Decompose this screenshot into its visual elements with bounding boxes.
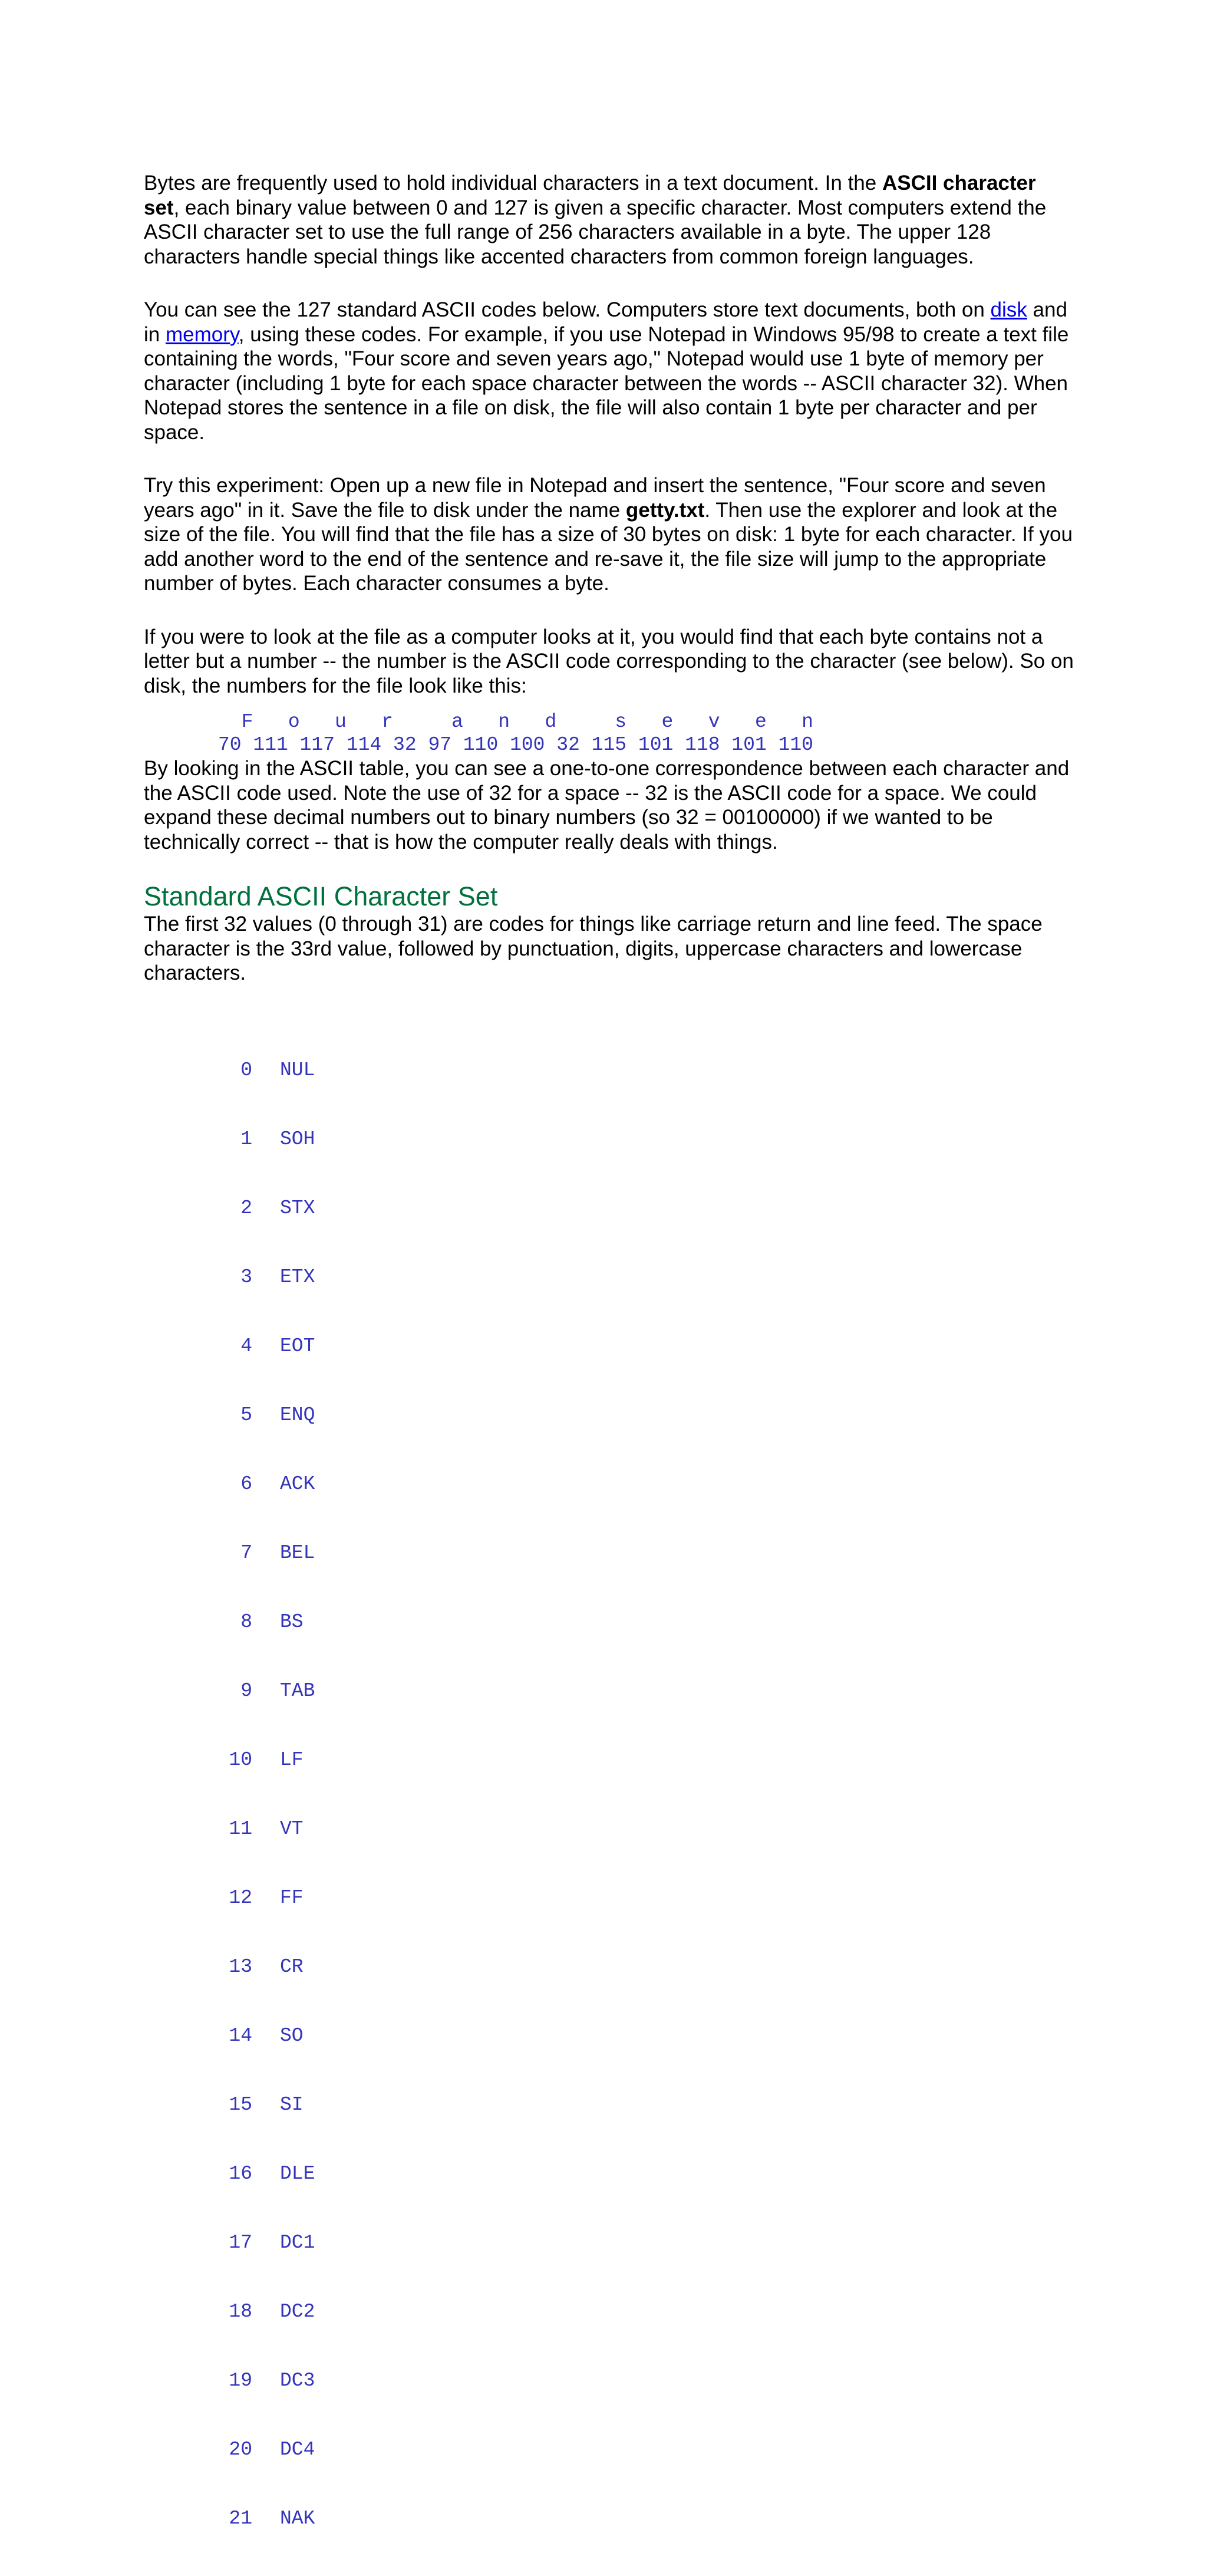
- ascii-code: 3: [240, 1266, 252, 1288]
- ascii-code: 18: [229, 2300, 252, 2323]
- ascii-row: [144, 2438, 1075, 2461]
- ascii-name: NAK: [280, 2507, 315, 2529]
- ascii-name: ETX: [280, 1266, 315, 1288]
- ascii-code: 20: [229, 2438, 252, 2460]
- ascii-code: 1: [240, 1128, 252, 1150]
- ascii-name: NUL: [280, 1059, 315, 1081]
- paragraph-experiment: [144, 473, 1075, 596]
- ascii-row: [144, 2024, 1075, 2047]
- ascii-table: [144, 1013, 1075, 2576]
- ascii-row: [144, 1473, 1075, 1495]
- ascii-code: 0: [240, 1059, 252, 1081]
- code-example-codes: 70 111 117 114 32 97 110 100 32 115 101 118 101 110: [218, 734, 813, 756]
- ascii-code: 17: [229, 2231, 252, 2254]
- ascii-row: [144, 1197, 1075, 1220]
- ascii-name: ENQ: [280, 1404, 315, 1426]
- ascii-code: 19: [229, 2369, 252, 2391]
- ascii-name: LF: [280, 1748, 304, 1771]
- ascii-name: DC1: [280, 2231, 315, 2254]
- disk-link[interactable]: disk: [990, 298, 1027, 321]
- paragraph-standard-codes: [144, 298, 1075, 444]
- paragraph-text: Bytes are frequently used to hold individual characters in a text document. In the: [144, 172, 882, 195]
- ascii-name: SI: [280, 2093, 304, 2116]
- ascii-code: 11: [229, 1817, 252, 1840]
- ascii-row: [144, 1541, 1075, 1564]
- ascii-name: TAB: [280, 1679, 315, 1702]
- ascii-name: STX: [280, 1197, 315, 1219]
- ascii-code: 10: [229, 1748, 252, 1771]
- code-example: [144, 710, 1075, 756]
- ascii-name: EOT: [280, 1335, 315, 1357]
- ascii-name: BEL: [280, 1541, 315, 1564]
- ascii-name: SOH: [280, 1128, 315, 1150]
- ascii-row: [144, 2093, 1075, 2116]
- ascii-name: DLE: [280, 2162, 315, 2185]
- paragraph-text: , using these codes. For example, if you use Notepad in Windows 95/98 to create a text file containing the words, "Four score and seven years ago," Notepad would use 1 byte of memory per character (including 1 byte for each space character between the words -- ASCII character 32). When Notepad stores the sentence in a file on disk, the file will also contain 1 byte per character and per space.: [144, 322, 1069, 444]
- ascii-row: [144, 2231, 1075, 2254]
- ascii-code: 14: [229, 2024, 252, 2047]
- paragraph-text: Try this experiment: Open up a new file in Notepad and insert the sentence, "Four score and seven years ago" in it. Save the file to disk under the name: [144, 474, 1046, 522]
- ascii-row: [144, 1266, 1075, 1289]
- section-heading: Standard ASCII Character Set: [144, 881, 498, 911]
- ascii-row: [144, 1610, 1075, 1633]
- ascii-code: 6: [240, 1473, 252, 1495]
- ascii-name: ACK: [280, 1473, 315, 1495]
- document-page: [144, 171, 1075, 2576]
- ascii-row: [144, 1335, 1075, 1358]
- ascii-code: 13: [229, 1955, 252, 1978]
- ascii-row: [144, 1748, 1075, 1771]
- ascii-code: 12: [229, 1886, 252, 1909]
- ascii-code: 16: [229, 2162, 252, 2185]
- ascii-code: 9: [240, 1679, 252, 1702]
- ascii-code: 4: [240, 1335, 252, 1357]
- paragraph-text: and in: [144, 298, 1067, 346]
- paragraph-text: , each binary value between 0 and 127 is given a specific character. Most computers extend the ASCII character set to use the full range of 256 characters available in a byte. The upper 128 characters handle special things like accented characters from common foreign languages.: [144, 196, 1047, 268]
- ascii-code: 15: [229, 2093, 252, 2116]
- ascii-name: CR: [280, 1955, 304, 1978]
- memory-link[interactable]: memory: [165, 322, 239, 346]
- paragraph-text: . Then use the explorer and look at the size of the file. You will find that the file has a size of 30 bytes on disk: 1 byte for each character. If you add another word to the end of the sentence and re-save it, the file size will jump to the appropriate number of bytes. Each character consumes a byte.: [144, 498, 1073, 595]
- ascii-row: [144, 1128, 1075, 1151]
- ascii-code: 8: [240, 1610, 252, 1633]
- ascii-row: [144, 1886, 1075, 1909]
- ascii-name: SO: [280, 2024, 304, 2047]
- ascii-row: [144, 2162, 1075, 2185]
- paragraph-correspondence: By looking in the ASCII table, you can see a one-to-one correspondence between each character and the ASCII code used. Note the use of 32 for a space -- 32 is the ASCII code for a space. We could expand these decimal numbers out to binary numbers (so 32 = 00100000) if we wanted to be technically correct -- that is how the computer really deals with things.: [144, 757, 1070, 854]
- ascii-row: [144, 1955, 1075, 1978]
- paragraph-ascii-intro: [144, 171, 1075, 269]
- bold-filename: getty.txt: [625, 498, 705, 522]
- ascii-code: 21: [229, 2507, 252, 2529]
- ascii-name: DC3: [280, 2369, 315, 2391]
- ascii-code: 5: [240, 1404, 252, 1426]
- ascii-name: DC2: [280, 2300, 315, 2323]
- code-example-characters: F o u r a n d s e v e n: [218, 711, 813, 733]
- ascii-name: FF: [280, 1886, 304, 1909]
- ascii-row: [144, 2369, 1075, 2392]
- ascii-row: [144, 1817, 1075, 1840]
- ascii-name: DC4: [280, 2438, 315, 2460]
- paragraph-text: You can see the 127 standard ASCII codes below. Computers store text documents, both on: [144, 298, 991, 321]
- bold-term-ascii-character-set: ASCII character set: [144, 172, 1036, 219]
- section-intro: The first 32 values (0 through 31) are codes for things like carriage return and line feed. The space character is the 33rd value, followed by punctuation, digits, uppercase characters and lowercase characters.: [144, 913, 1043, 984]
- ascii-row: [144, 1679, 1075, 1702]
- ascii-name: VT: [280, 1817, 304, 1840]
- ascii-row: [144, 1059, 1075, 1082]
- ascii-row: [144, 2300, 1075, 2323]
- ascii-code: 7: [240, 1541, 252, 1564]
- ascii-code: 2: [240, 1197, 252, 1219]
- ascii-row: [144, 1404, 1075, 1427]
- ascii-name: BS: [280, 1610, 304, 1633]
- paragraph-file-numbers: If you were to look at the file as a computer looks at it, you would find that each byte contains not a letter but a number -- the number is the ASCII code corresponding to the character (see below). So on disk, the numbers for the file look like this:: [144, 625, 1074, 697]
- ascii-row: [144, 2507, 1075, 2530]
